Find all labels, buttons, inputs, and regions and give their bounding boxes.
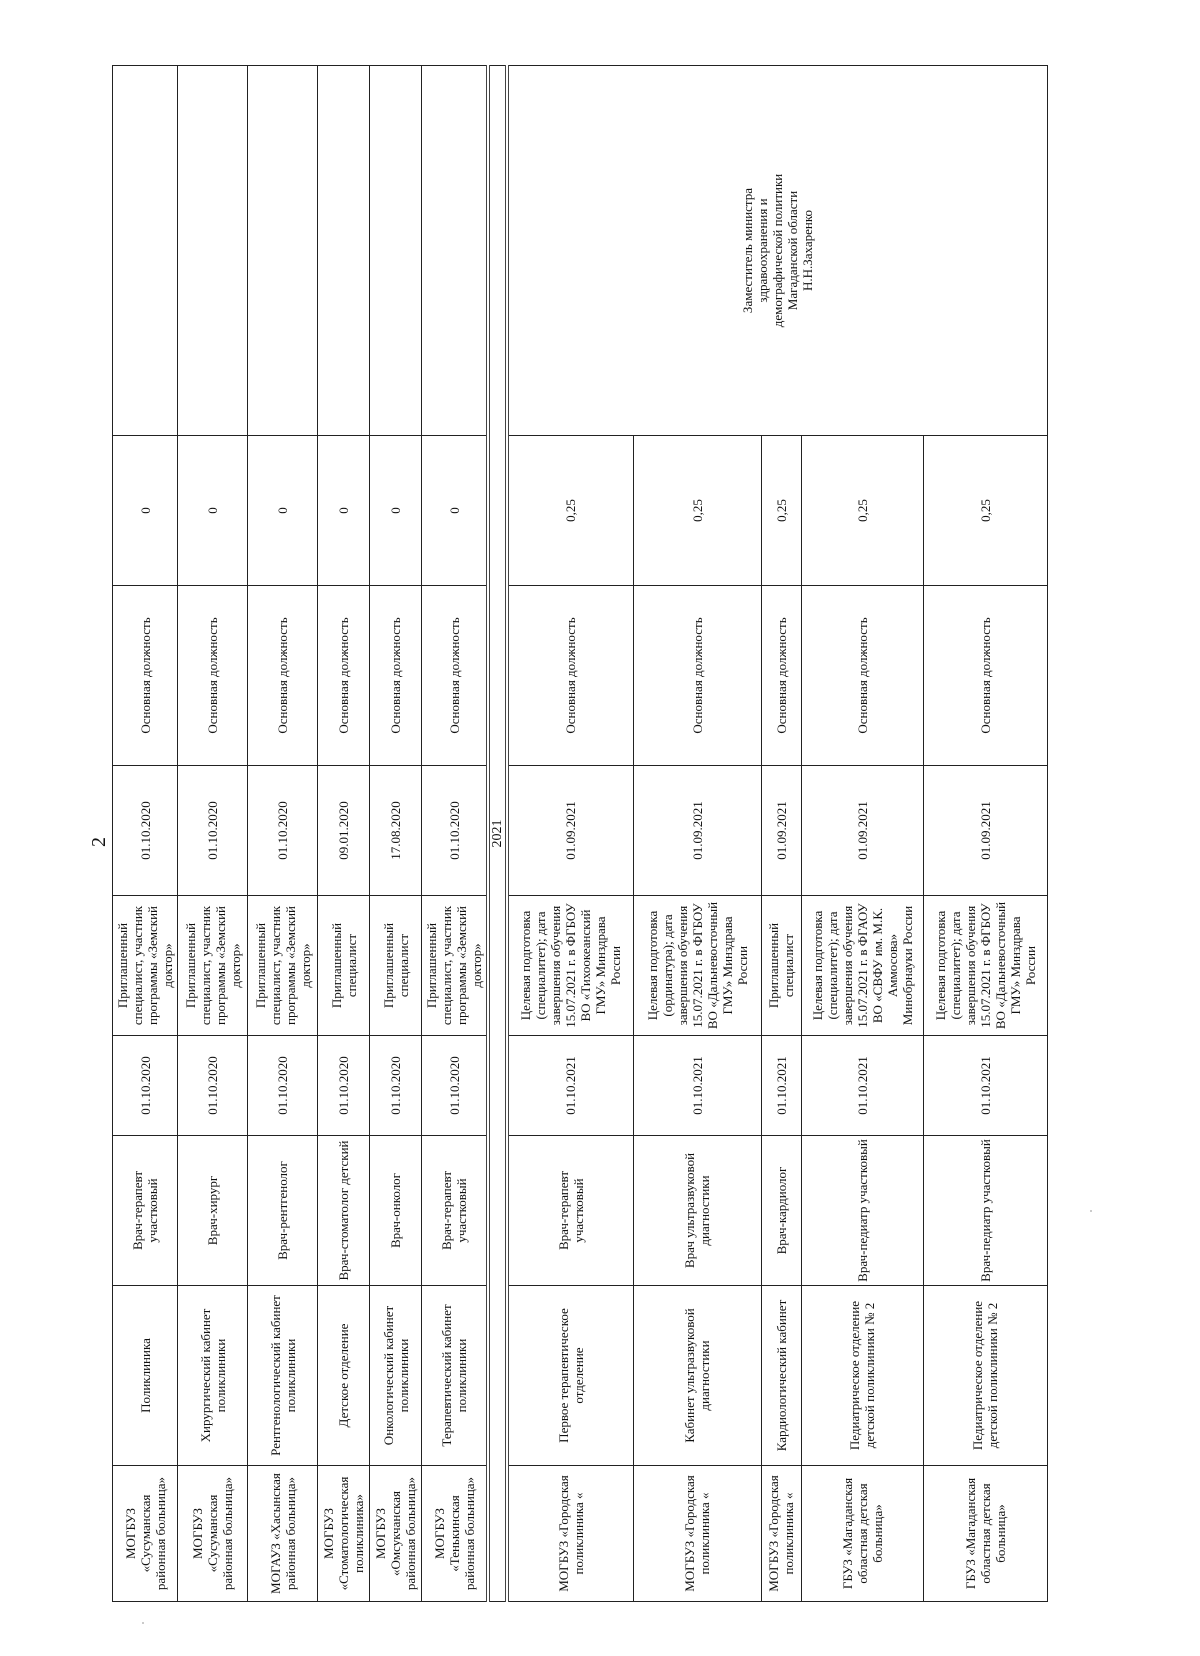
cell-position: Врач-онколог xyxy=(370,1136,422,1286)
signature-cell xyxy=(113,66,178,436)
cell-type: Основная должность xyxy=(801,586,923,766)
cell-rate: 0 xyxy=(113,436,178,586)
cell-dept: Поликлиника xyxy=(113,1286,178,1466)
cell-org: ГБУЗ «Магаданская областная детская больница» xyxy=(801,1466,923,1602)
cell-type: Основная должность xyxy=(761,586,801,766)
cell-start-date: 01.09.2021 xyxy=(761,766,801,896)
cell-source: Целевая подготовка (специалитет); дата завершения обучения 15.07.2021 г. в ФГБОУ ВО «Тихоокеанский ГМУ» Минздрава России xyxy=(507,896,633,1036)
cell-vacancy-date: 01.10.2021 xyxy=(801,1036,923,1136)
cell-rate: 0 xyxy=(248,436,318,586)
cell-org: ГБУЗ «Магаданская областная детская больница» xyxy=(923,1466,1047,1602)
signature-cell xyxy=(248,66,318,436)
cell-dept: Рентгенологический кабинет поликлиники xyxy=(248,1286,318,1466)
cell-rate: 0,25 xyxy=(923,436,1047,586)
cell-start-date: 01.09.2021 xyxy=(507,766,633,896)
cell-vacancy-date: 01.10.2020 xyxy=(422,1036,489,1136)
cell-source: Приглашенный специалист xyxy=(370,896,422,1036)
cell-start-date: 01.10.2020 xyxy=(422,766,489,896)
signature-cell xyxy=(370,66,422,436)
cell-dept: Детское отделение xyxy=(318,1286,370,1466)
cell-start-date: 01.10.2020 xyxy=(178,766,248,896)
cell-dept: Педиатрическое отделение детской поликлиники № 2 xyxy=(923,1286,1047,1466)
cell-type: Основная должность xyxy=(422,586,489,766)
cell-position: Врач-педиатр участковый xyxy=(923,1136,1047,1286)
cell-vacancy-date: 01.10.2021 xyxy=(761,1036,801,1136)
table-row xyxy=(248,66,318,1602)
cell-rate: 0 xyxy=(178,436,248,586)
cell-dept: Педиатрическое отделение детской поликлиники № 2 xyxy=(801,1286,923,1466)
cell-position: Врач-терапевт участковый xyxy=(113,1136,178,1286)
cell-source: Приглашенный специалист xyxy=(318,896,370,1036)
table-row xyxy=(318,66,370,1602)
cell-rate: 0 xyxy=(370,436,422,586)
cell-org: МОГБУЗ «Городская поликлиника « xyxy=(507,1466,633,1602)
cell-dept: Первое терапевтическое отделение xyxy=(507,1286,633,1466)
cell-rate: 0 xyxy=(422,436,489,586)
cell-vacancy-date: 01.10.2020 xyxy=(248,1036,318,1136)
table-row xyxy=(113,66,178,1602)
cell-position: Врач-терапевт участковый xyxy=(507,1136,633,1286)
signature-cell xyxy=(507,66,1047,436)
cell-source: Целевая подготовка (специалитет); дата завершения обучения 15.07.2021 г. в ФГБОУ ВО «Дальневосточный ГМУ» Минздрава России xyxy=(923,896,1047,1036)
cell-vacancy-date: 01.10.2020 xyxy=(318,1036,370,1136)
cell-source: Целевая подготовка (специалитет); дата завершения обучения 15.07.2021 г. в ФГАОУ ВО «СВФУ им. М.К. Аммосова» Минобрнауки России xyxy=(801,896,923,1036)
cell-dept: Хирургический кабинет поликлиники xyxy=(178,1286,248,1466)
cell-start-date: 01.09.2021 xyxy=(633,766,761,896)
cell-position: Врач ультразвуковой диагностики xyxy=(633,1136,761,1286)
signatory-text: Заместитель министра здравоохранения и демографической политики Магаданской области Н.Н.Захаренко xyxy=(740,173,816,328)
cell-rate: 0,25 xyxy=(801,436,923,586)
cell-type: Основная должность xyxy=(178,586,248,766)
cell-dept: Онкологический кабинет поликлиники xyxy=(370,1286,422,1466)
rotated-content xyxy=(88,66,1087,1602)
cell-position: Врач-терапевт участковый xyxy=(422,1136,489,1286)
cell-start-date: 17.08.2020 xyxy=(370,766,422,896)
cell-start-date: 01.09.2021 xyxy=(801,766,923,896)
cell-start-date: 01.10.2020 xyxy=(248,766,318,896)
table-body xyxy=(113,66,1048,1602)
cell-org: МОГАУЗ «Хасынская районная больница» xyxy=(248,1466,318,1602)
cell-type: Основная должность xyxy=(318,586,370,766)
cell-rate: 0 xyxy=(318,436,370,586)
cell-position: Врач-хирург xyxy=(178,1136,248,1286)
cell-rate: 0,25 xyxy=(507,436,633,586)
cell-source: Приглашенный специалист, участник программы «Земский доктор» xyxy=(422,896,489,1036)
cell-vacancy-date: 01.10.2020 xyxy=(178,1036,248,1136)
cell-source: Приглашенный специалист xyxy=(761,896,801,1036)
cell-type: Основная должность xyxy=(370,586,422,766)
cell-dept: Кабинет ультразвуковой диагностики xyxy=(633,1286,761,1466)
cell-org: МОГБУЗ «Сусуманская районная больница» xyxy=(178,1466,248,1602)
page-number: 2 xyxy=(88,837,110,847)
cell-vacancy-date: 01.10.2021 xyxy=(923,1036,1047,1136)
table-row xyxy=(178,66,248,1602)
signature-cell xyxy=(178,66,248,436)
cell-org: МОГБУЗ «Омсукчанская районная больница» xyxy=(370,1466,422,1602)
cell-start-date: 09.01.2020 xyxy=(318,766,370,896)
cell-position: Врач-рентгенолог xyxy=(248,1136,318,1286)
cell-vacancy-date: 01.10.2020 xyxy=(113,1036,178,1136)
cell-rate: 0,25 xyxy=(633,436,761,586)
cell-org: МОГБУЗ «Тенькинская районная больница» xyxy=(422,1466,489,1602)
cell-start-date: 01.09.2021 xyxy=(923,766,1047,896)
cell-start-date: 01.10.2020 xyxy=(113,766,178,896)
cell-position: Врач-кардиолог xyxy=(761,1136,801,1286)
signature-cell xyxy=(422,66,489,436)
cell-org: МОГБУЗ «Стоматологическая поликлиника» xyxy=(318,1466,370,1602)
cell-dept: Кардиологический кабинет xyxy=(761,1286,801,1466)
year-row xyxy=(488,66,507,1602)
cell-position: Врач-стоматолог детский xyxy=(318,1136,370,1286)
table-row xyxy=(507,66,633,1602)
cell-org: МОГБУЗ «Городская поликлиника « xyxy=(761,1466,801,1602)
cell-source: Приглашенный специалист, участник программы «Земский доктор» xyxy=(248,896,318,1036)
cell-position: Врач-педиатр участковый xyxy=(801,1136,923,1286)
cell-type: Основная должность xyxy=(633,586,761,766)
table-row xyxy=(370,66,422,1602)
cell-type: Основная должность xyxy=(507,586,633,766)
cell-source: Приглашенный специалист, участник программы «Земский доктор» xyxy=(178,896,248,1036)
cell-org: МОГБУЗ «Сусуманская районная больница» xyxy=(113,1466,178,1602)
signature-cell xyxy=(318,66,370,436)
cell-org: МОГБУЗ «Городская поликлиника « xyxy=(633,1466,761,1602)
vacancy-table xyxy=(112,65,1048,1602)
cell-vacancy-date: 01.10.2021 xyxy=(507,1036,633,1136)
cell-type: Основная должность xyxy=(248,586,318,766)
table-row xyxy=(422,66,489,1602)
cell-source: Приглашенный специалист, участник программы «Земский доктор» xyxy=(113,896,178,1036)
cell-source: Целевая подготовка (ординатура); дата завершения обучения 15.07.2021 г. в ФГБОУ ВО «Дальневосточный ГМУ» Минздрава России xyxy=(633,896,761,1036)
cell-type: Основная должность xyxy=(923,586,1047,766)
cell-dept: Терапевтический кабинет поликлиники xyxy=(422,1286,489,1466)
cell-vacancy-date: 01.10.2021 xyxy=(633,1036,761,1136)
year-label: 2021 xyxy=(488,66,507,1602)
cell-type: Основная должность xyxy=(113,586,178,766)
cell-vacancy-date: 01.10.2020 xyxy=(370,1036,422,1136)
cell-rate: 0,25 xyxy=(761,436,801,586)
